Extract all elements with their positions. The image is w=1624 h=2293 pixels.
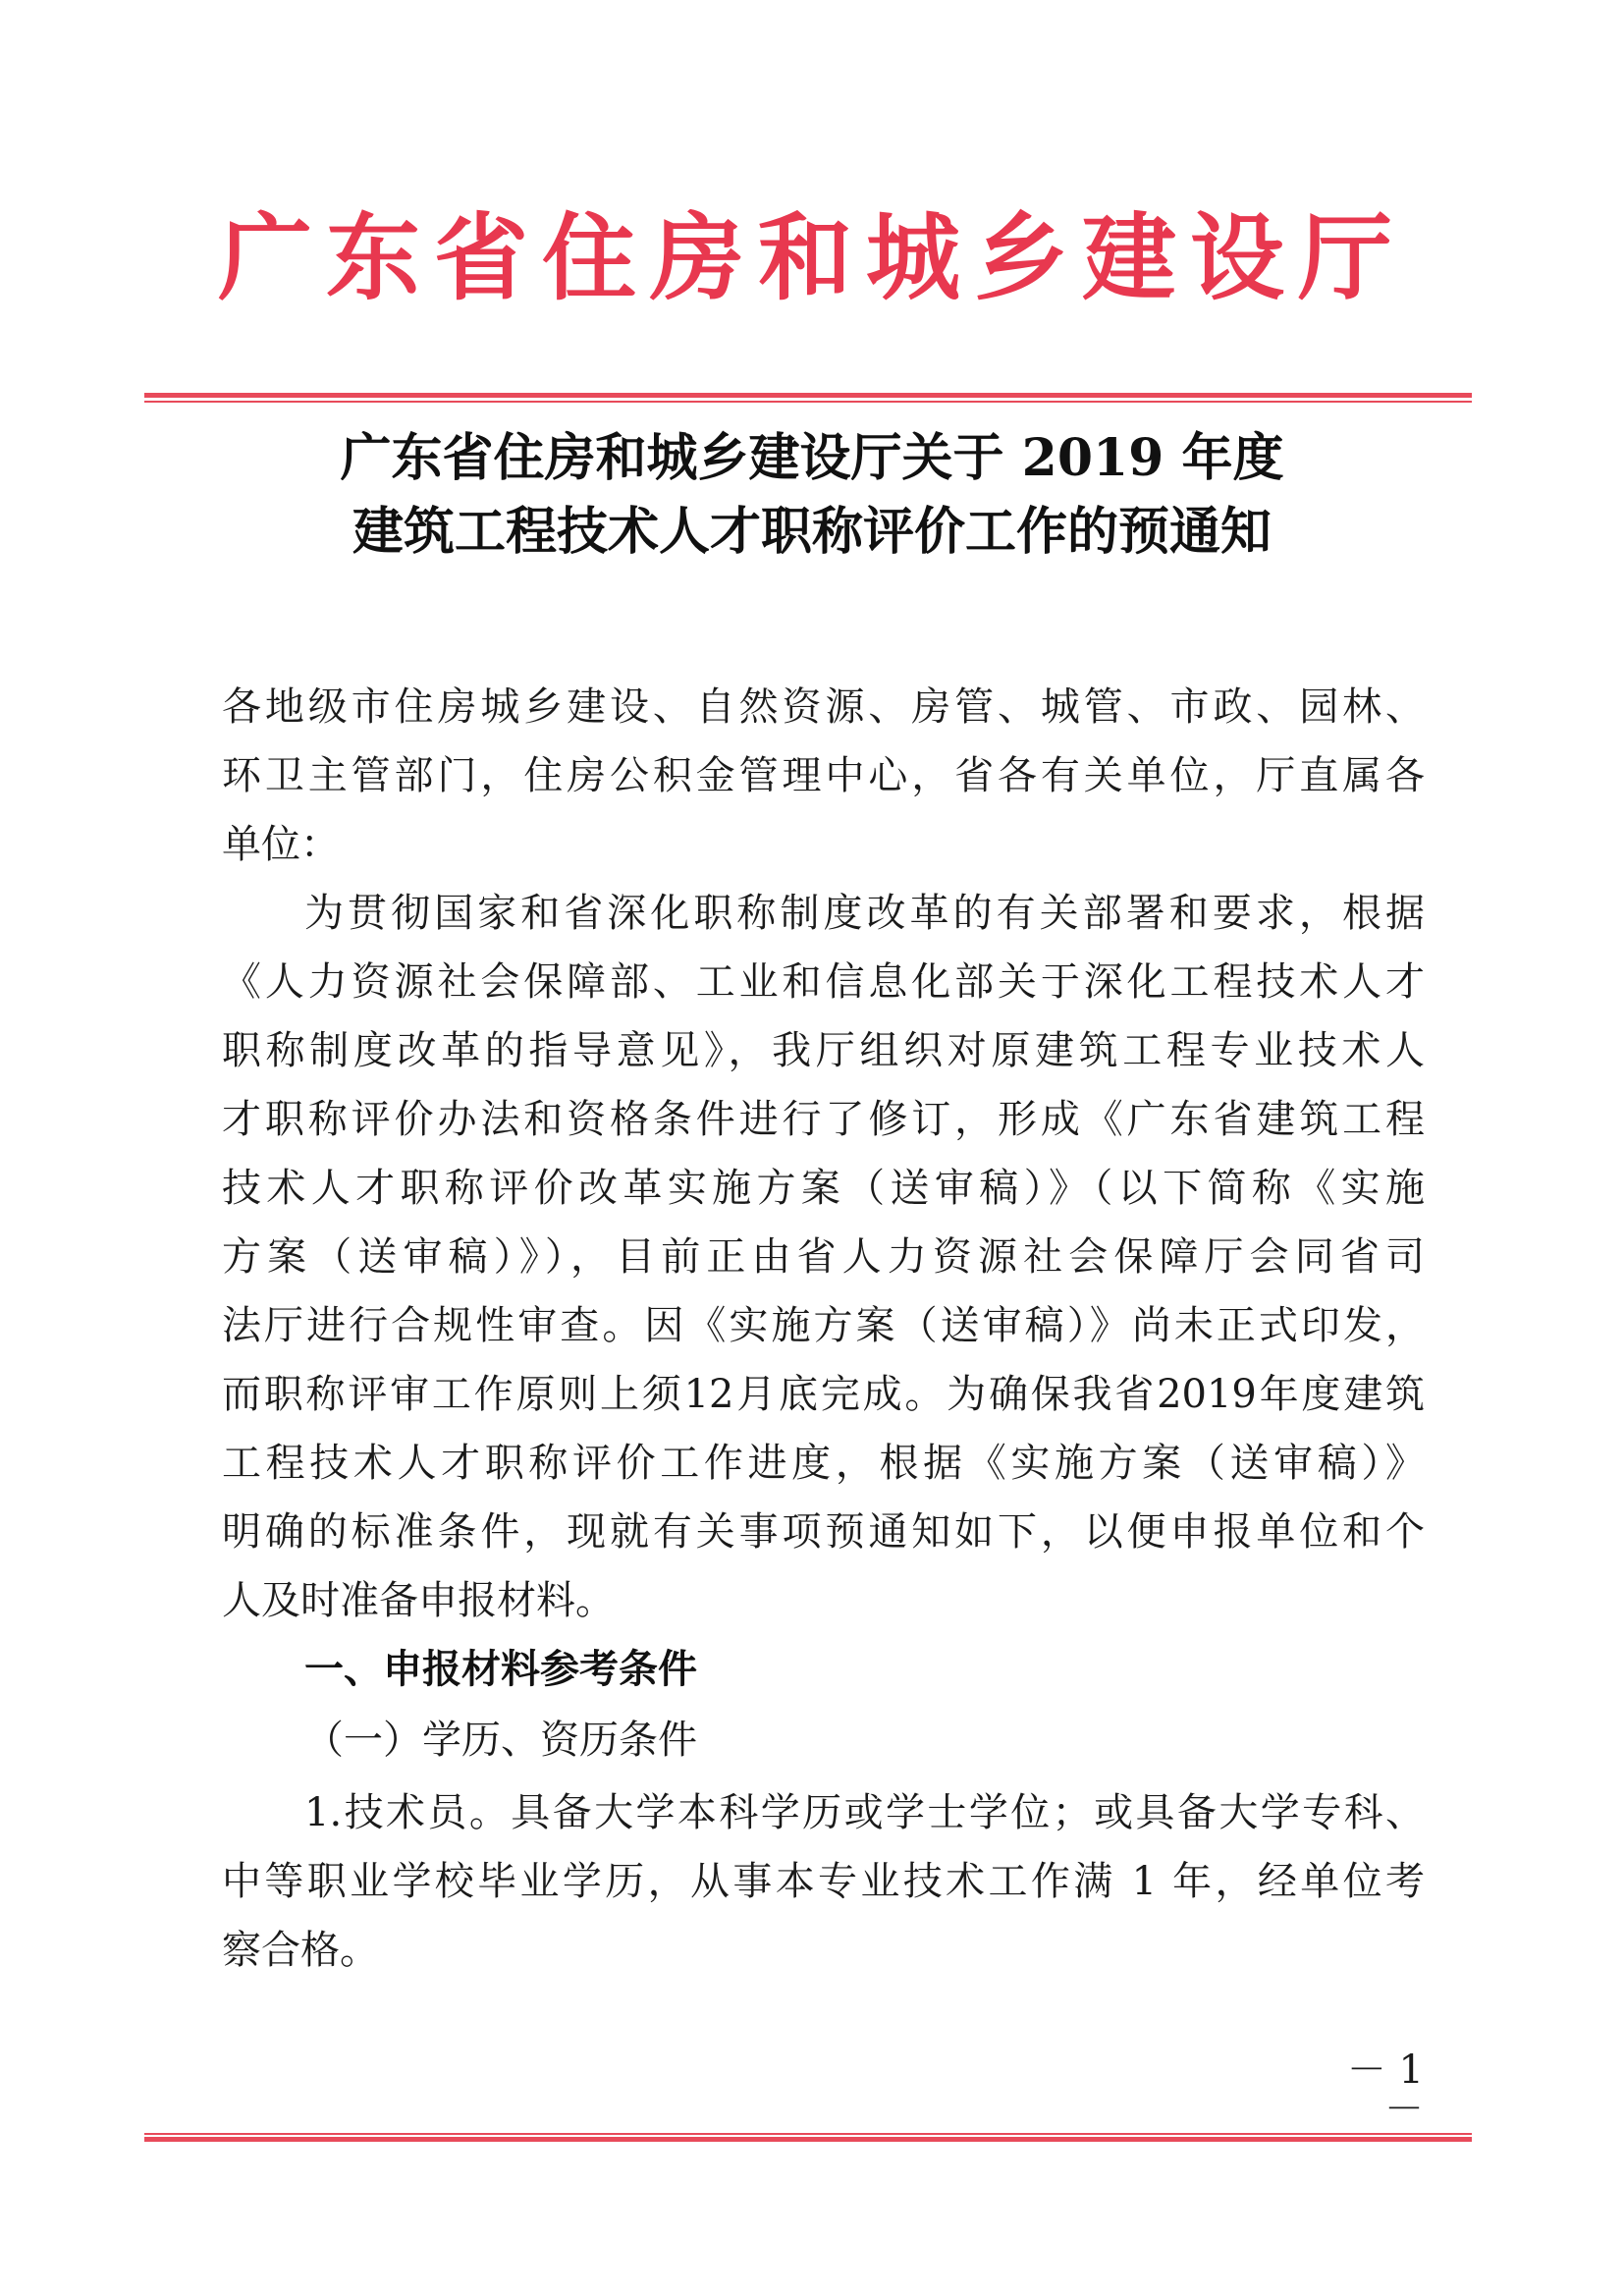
divider-thick-line <box>144 2137 1472 2142</box>
addressee-line: 单位： <box>222 822 340 867</box>
paragraph-line: 才职称评价办法和资格条件进行了修订，形成《广东省建筑工程 <box>222 1097 1425 1142</box>
paragraph-line: 而职称评审工作原则上须12月底完成。为确保我省2019年度建筑 <box>222 1372 1425 1417</box>
paragraph-line: 法厅进行合规性审查。因《实施方案（送审稿）》尚未正式印发， <box>222 1303 1425 1348</box>
letterhead-issuer: 广东省住房和城乡建设厅 <box>218 202 1406 313</box>
paragraph-line: 职称制度改革的指导意见》，我厅组织对原建筑工程专业技术人 <box>222 1028 1425 1073</box>
paragraph-line: 工程技术人才职称评价工作进度，根据《实施方案（送审稿）》 <box>222 1441 1425 1486</box>
paragraph-line: 明确的标准条件，现就有关事项预通知如下，以便申报单位和个 <box>222 1509 1425 1555</box>
addressee-line: 各地级市住房城乡建设、自然资源、房管、城管、市政、园林、 <box>222 684 1425 730</box>
document-title-line-2: 建筑工程技术人才职称评价工作的预通知 <box>352 502 1272 562</box>
letterhead-divider <box>144 393 1472 403</box>
paragraph-line: 《人力资源社会保障部、工业和信息化部关于深化工程技术人才 <box>222 959 1425 1005</box>
paragraph-line: 为贯彻国家和省深化职称制度改革的有关部署和要求，根据 <box>304 891 1425 936</box>
paragraph-line: 方案（送审稿）》），目前正由省人力资源社会保障厅会同省司 <box>222 1234 1425 1280</box>
item-line: 1.技术员。具备大学本科学历或学士学位；或具备大学专科、 <box>304 1790 1425 1835</box>
paragraph-line: 技术人才职称评价改革实施方案（送审稿）》（以下简称《实施 <box>222 1166 1425 1211</box>
sub-heading: （一）学历、资历条件 <box>304 1718 697 1763</box>
page-number: － 1 － <box>1346 2047 1424 2132</box>
divider-thin-line <box>144 401 1472 403</box>
paragraph-line: 人及时准备申报材料。 <box>222 1578 615 1623</box>
document-title-line-1: 广东省住房和城乡建设厅关于 2019 年度 <box>340 428 1284 488</box>
divider-thin-line <box>144 2133 1472 2135</box>
item-line: 中等职业学校毕业学历，从事本专业技术工作满 1 年，经单位考 <box>222 1859 1425 1904</box>
addressee-line: 环卫主管部门，住房公积金管理中心，省各有关单位，厅直属各 <box>222 753 1425 798</box>
footer-divider <box>144 2133 1472 2143</box>
item-line: 察合格。 <box>222 1928 379 1973</box>
divider-thick-line <box>144 393 1472 398</box>
section-heading: 一、申报材料参考条件 <box>304 1647 697 1692</box>
